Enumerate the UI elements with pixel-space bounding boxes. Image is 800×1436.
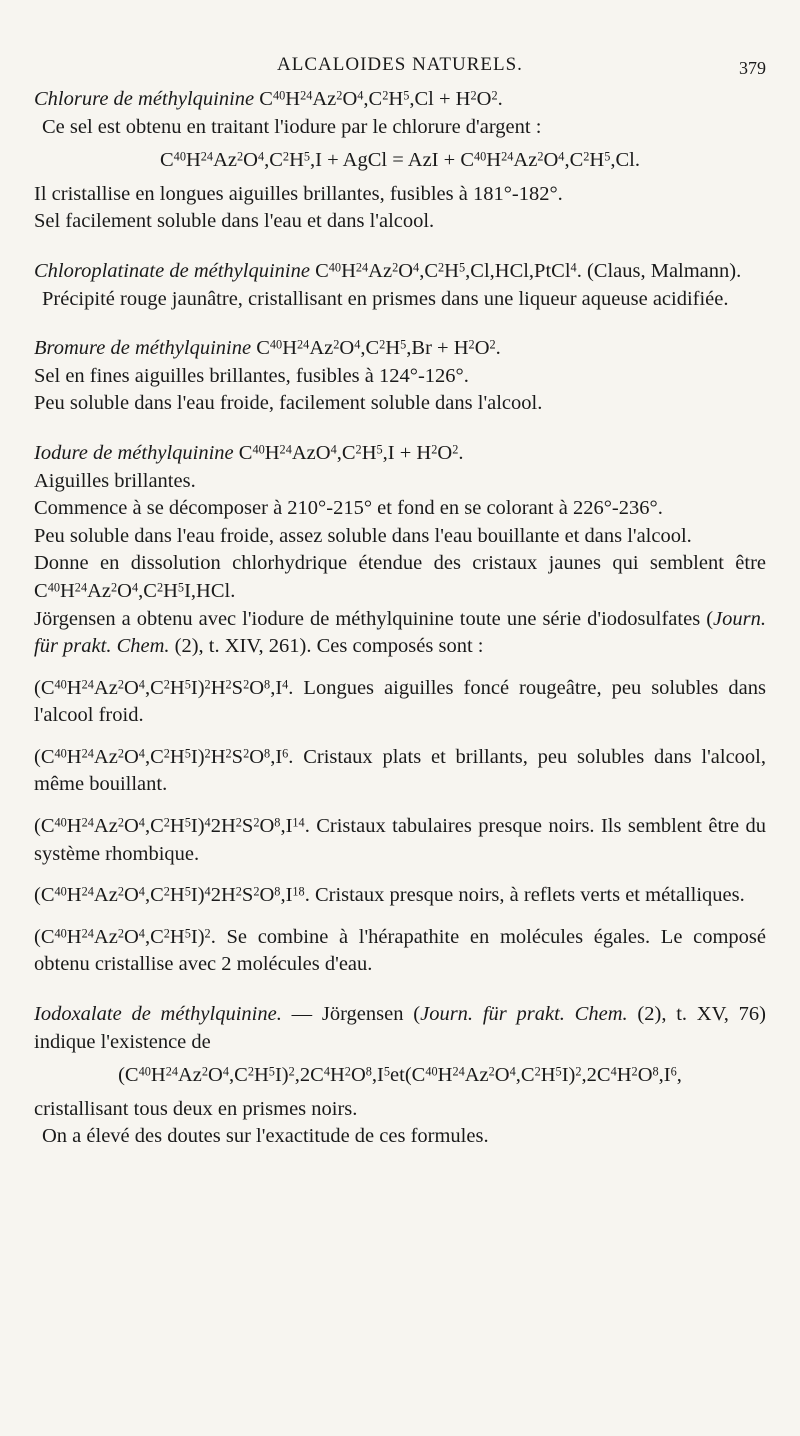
iodoxalate-heading bbox=[34, 1001, 766, 1056]
bromure-crystals: Sel en fines aiguilles brillantes, fusibles à 124°-126°. bbox=[34, 364, 469, 387]
iodoxalate-formula: $(C^{40}H^{24}Az^2O^4,C^2H^5I)^2,2C^4H^2O^8,I^5et(C^{40}H^{24}Az^2O^4,C^2H^5I)^2,2C^4H^2O^8,I^6$, bbox=[118, 1064, 682, 1087]
entry-title: Iodure de méthylquinine bbox=[34, 441, 234, 464]
chlorure-solubility: Sel facilement soluble dans l'eau et dans l'alcool. bbox=[34, 210, 435, 233]
running-title: ALCALOIDES NATURELS. bbox=[277, 54, 523, 75]
chloroplatinate-heading bbox=[34, 258, 766, 286]
chloroplatinate-text: Précipité rouge jaunâtre, cristallisant en prismes dans une liqueur aqueuse acidifiée. bbox=[42, 287, 729, 310]
entry-title: Bromure de méthylquinine bbox=[34, 337, 252, 360]
iodoxalate-intro: — Jörgensen (Journ. für prakt. Chem. (2), t. XV, 76) indique l'existence de bbox=[34, 1003, 766, 1053]
iodure-hydrochloric: Donne en dissolution chlorhydrique étendue des cristaux jaunes qui semblent être $C^{40}H^{24}Az^2O^4,C^2H^5I,HCl$. bbox=[34, 552, 766, 602]
formula: $C^{40}H^{24}Az^2O^4,C^2H^5,Cl + H^2O^2$. bbox=[259, 88, 503, 110]
entry-title: Chlorure de méthylquinine bbox=[34, 88, 255, 110]
iodoxalate-doubts: On a élevé des doutes sur l'exactitude de ces formules. bbox=[42, 1125, 489, 1148]
iodure-heading bbox=[34, 440, 766, 468]
page-body bbox=[34, 86, 766, 1151]
formula: $C^{40}H^{24}AzO^4,C^2H^5,I + H^2O^2$. bbox=[238, 441, 464, 464]
iodosulfate-2: $(C^{40}H^{24}Az^2O^4,C^2H^5I)^2H^2S^2O^8,I^6$. Cristaux plats et brillants, peu solubles dans l'alcool, même bouillant. bbox=[34, 745, 766, 796]
iodosulfate-3: $(C^{40}H^{24}Az^2O^4,C^2H^5I)^42H^2S^2O^8,I^{14}$. Cristaux tabulaires presque noirs. Ils semblent être du système rhombique. bbox=[34, 815, 766, 865]
iodosulfate-5: $(C^{40}H^{24}Az^2O^4,C^2H^5I)^2$. Se combine à l'hérapathite en molécules égales. Le composé obtenu cristallise avec 2 molécules d'eau. bbox=[34, 925, 766, 976]
iodosulfate-4: $(C^{40}H^{24}Az^2O^4,C^2H^5I)^42H^2S^2O^8,I^{18}$. Cristaux presque noirs, à reflets verts et métalliques. bbox=[34, 884, 745, 907]
chlorure-heading bbox=[34, 86, 766, 114]
chlorure-equation: $C^{40}H^{24}Az^2O^4,C^2H^5,I$ + AgCl = AzI + $C^{40}H^{24}Az^2O^4,C^2H^5,Cl$. bbox=[159, 149, 640, 172]
iodosulfate-1: $(C^{40}H^{24}Az^2O^4,C^2H^5I)^2H^2S^2O^8,I^4$. Longues aiguilles foncé rougeâtre, peu solubles dans l'alcool froid. bbox=[34, 676, 766, 727]
bromure-solubility: Peu soluble dans l'eau froide, facilement soluble dans l'alcool. bbox=[34, 392, 543, 415]
iodoxalate-crystals: cristallisant tous deux en prismes noirs. bbox=[34, 1097, 358, 1120]
iodure-solubility: Peu soluble dans l'eau froide, assez soluble dans l'eau bouillante et dans l'alcool. bbox=[34, 524, 692, 547]
iodure-crystals: Aiguilles brillantes. bbox=[34, 469, 196, 492]
formula: $C^{40}H^{24}Az^2O^4,C^2H^5,Cl,HCl,PtCl^4$. (Claus, Malmann). bbox=[315, 259, 742, 282]
entry-title: Chloroplatinate de méthylquinine bbox=[34, 259, 310, 282]
iodure-jorgensen: Jörgensen a obtenu avec l'iodure de méthylquinine toute une série d'iodosulfates (Journ. für prakt. Chem. (2), t. XIV, 261). Ces composés sont : bbox=[34, 607, 766, 658]
running-head bbox=[0, 54, 800, 80]
chlorure-text: Ce sel est obtenu en traitant l'iodure par le chlorure d'argent : bbox=[42, 115, 542, 138]
bromure-heading bbox=[34, 335, 766, 363]
entry-title: Iodoxalate de méthylquinine. bbox=[34, 1003, 282, 1026]
chlorure-crystals: Il cristallise en longues aiguilles brillantes, fusibles à 181°-182°. bbox=[34, 182, 563, 205]
iodure-decomposition: Commence à se décomposer à 210°-215° et fond en se colorant à 226°-236°. bbox=[34, 497, 663, 520]
page-number: 379 bbox=[739, 58, 766, 78]
formula: $C^{40}H^{24}Az^2O^4,C^2H^5,Br + H^2O^2$. bbox=[256, 337, 501, 360]
